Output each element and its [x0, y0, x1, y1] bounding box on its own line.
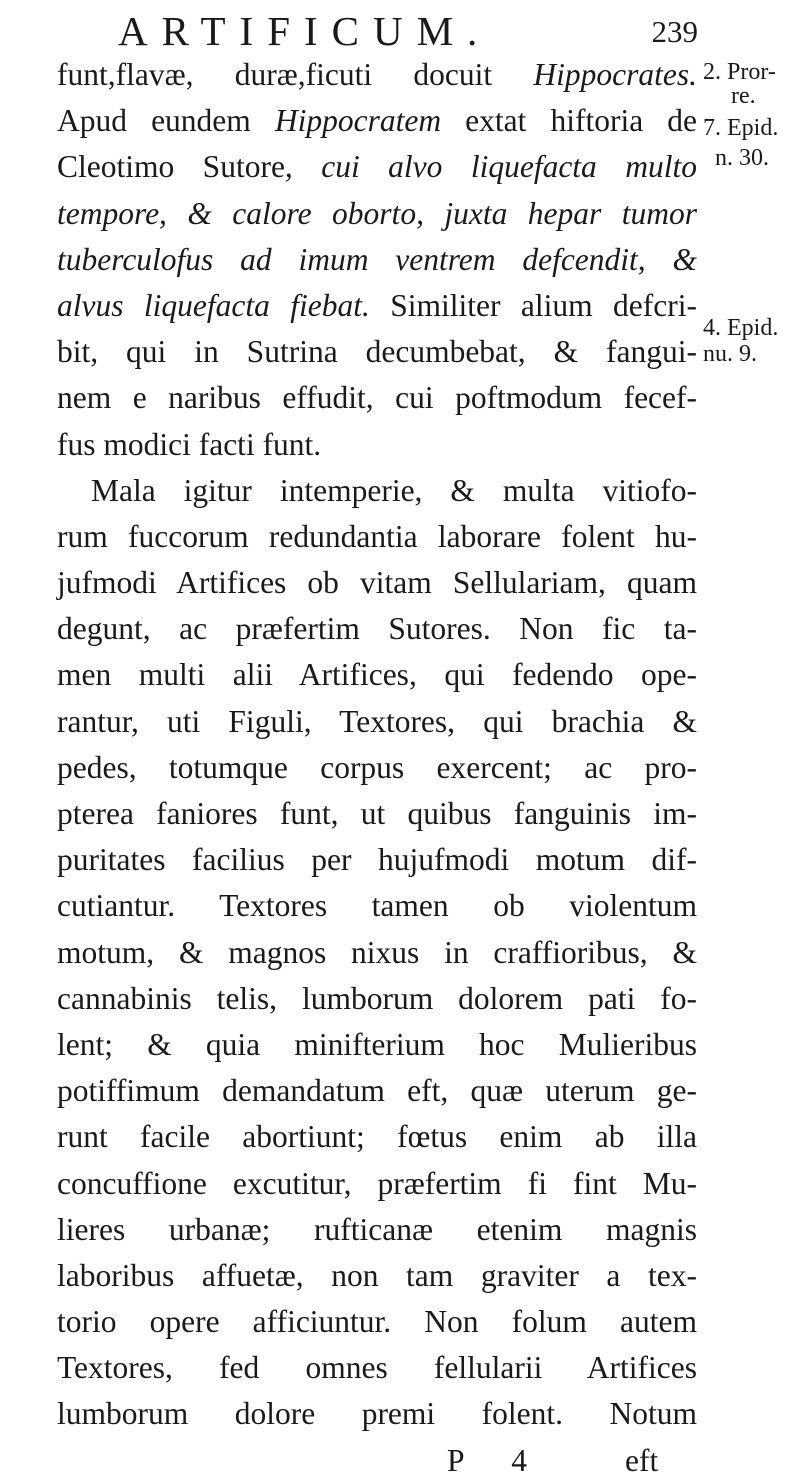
- text-line: [57, 1022, 697, 1068]
- page-header: [118, 8, 698, 54]
- text-line: [57, 329, 697, 375]
- roman-text: fus modici facti funt.: [57, 426, 322, 462]
- roman-text: rum fuccorum redundantia laborare folent hu-: [57, 518, 697, 554]
- text-line: [57, 422, 697, 468]
- italic-text: Hippocrates.: [533, 57, 697, 92]
- text-line: [57, 1114, 697, 1160]
- margin-note: re.: [731, 83, 756, 109]
- italic-text: alvus liquefacta fiebat.: [57, 287, 370, 323]
- signature-mark: P 4: [447, 1442, 547, 1478]
- signature-line: [57, 1438, 697, 1484]
- roman-text: Cleotimo Sutore,: [57, 149, 322, 185]
- roman-text: lieres urbanæ; rufticanæ etenim magnis: [57, 1211, 697, 1247]
- roman-text: cannabinis telis, lumborum dolorem pati fo-: [57, 980, 697, 1016]
- roman-text: pedes, totumque corpus exercent; ac pro-: [57, 749, 697, 785]
- text-line: [57, 468, 697, 514]
- roman-text: lumborum dolore premi folent. Notum: [57, 1396, 697, 1432]
- text-line: [57, 1161, 697, 1207]
- text-line: [57, 652, 697, 698]
- roman-text: concuffione excutitur, præfertim fi fint Mu-: [57, 1165, 697, 1201]
- margin-note: 2. Pror-: [703, 59, 776, 85]
- text-line: [57, 98, 697, 144]
- italic-text: Hippocratem: [274, 103, 442, 139]
- text-line: [57, 837, 697, 883]
- margin-note: n. 30.: [715, 145, 769, 171]
- page-number: 239: [651, 14, 698, 49]
- roman-text: rantur, uti Figuli, Textores, qui brachia &: [57, 703, 697, 739]
- text-line: [57, 52, 697, 98]
- roman-text: bit, qui in Sutrina decumbebat, & fangui-: [57, 334, 697, 370]
- running-head: ARTIFICUM.: [118, 8, 492, 54]
- catchword: eft: [625, 1442, 659, 1478]
- roman-text: laboribus affuetæ, non tam graviter a tex-: [57, 1257, 697, 1293]
- roman-text: jufmodi Artifices ob vitam Sellulariam, quam: [57, 565, 697, 601]
- roman-text: pterea faniores funt, ut quibus fanguinis im-: [57, 796, 697, 831]
- text-line: [57, 375, 697, 421]
- roman-text: nem e naribus effudit, cui poftmodum fecef-: [57, 380, 697, 416]
- text-line: [57, 883, 697, 929]
- italic-text: tempore, & calore oborto, juxta hepar tumor: [57, 195, 697, 231]
- text-line: [57, 1345, 697, 1391]
- text-line: [57, 1299, 697, 1345]
- text-line: [57, 699, 697, 745]
- roman-text: torio opere afficiuntur. Non folum autem: [57, 1304, 697, 1340]
- roman-text: cutiantur. Textores tamen ob violentum: [57, 888, 697, 924]
- roman-text: puritates facilius per hujufmodi motum dif-: [57, 842, 697, 878]
- text-line: [57, 791, 697, 837]
- roman-text: Mala igitur intemperie, & multa vitiofo-: [91, 472, 697, 508]
- text-line: [57, 976, 697, 1022]
- text-line: [57, 1253, 697, 1299]
- text-line: [57, 560, 697, 606]
- text-line: [57, 283, 697, 329]
- roman-text: extat hiftoria de: [441, 103, 697, 139]
- italic-text: cui alvo liquefacta multo: [321, 149, 697, 185]
- roman-text: lent; & quia minifterium hoc Mulieribus: [57, 1026, 697, 1062]
- roman-text: men multi alii Artifices, qui fedendo ope-: [57, 657, 697, 693]
- text-line: [57, 930, 697, 976]
- roman-text: runt facile abortiunt; fœtus enim ab illa: [57, 1119, 697, 1155]
- text-line: [57, 1391, 697, 1437]
- margin-note: 4. Epid.: [703, 315, 779, 341]
- italic-text: tuberculofus ad imum ventrem defcendit, &: [57, 241, 697, 277]
- margin-note: 7. Epid.: [703, 115, 779, 141]
- roman-text: Textores, fed omnes fellularii Artifices: [57, 1350, 697, 1386]
- text-line: [57, 745, 697, 791]
- roman-text: Similiter alium defcri-: [369, 287, 697, 323]
- text-line: [57, 191, 697, 237]
- roman-text: degunt, ac præfertim Sutores. Non fic ta-: [57, 611, 697, 647]
- text-line: [57, 514, 697, 560]
- text-line: [57, 237, 697, 283]
- text-line: [57, 144, 697, 190]
- text-line: [57, 1207, 697, 1253]
- roman-text: motum, & magnos nixus in craffioribus, &: [57, 934, 697, 970]
- roman-text: potiffimum demandatum eft, quæ uterum ge-: [57, 1073, 697, 1109]
- margin-note: nu. 9.: [703, 341, 757, 367]
- roman-text: funt,flavæ, duræ,ficuti docuit: [57, 57, 534, 92]
- text-line: [57, 1068, 697, 1114]
- text-line: [57, 606, 697, 652]
- roman-text: Apud eundem: [57, 103, 275, 139]
- body-text: [57, 52, 697, 1484]
